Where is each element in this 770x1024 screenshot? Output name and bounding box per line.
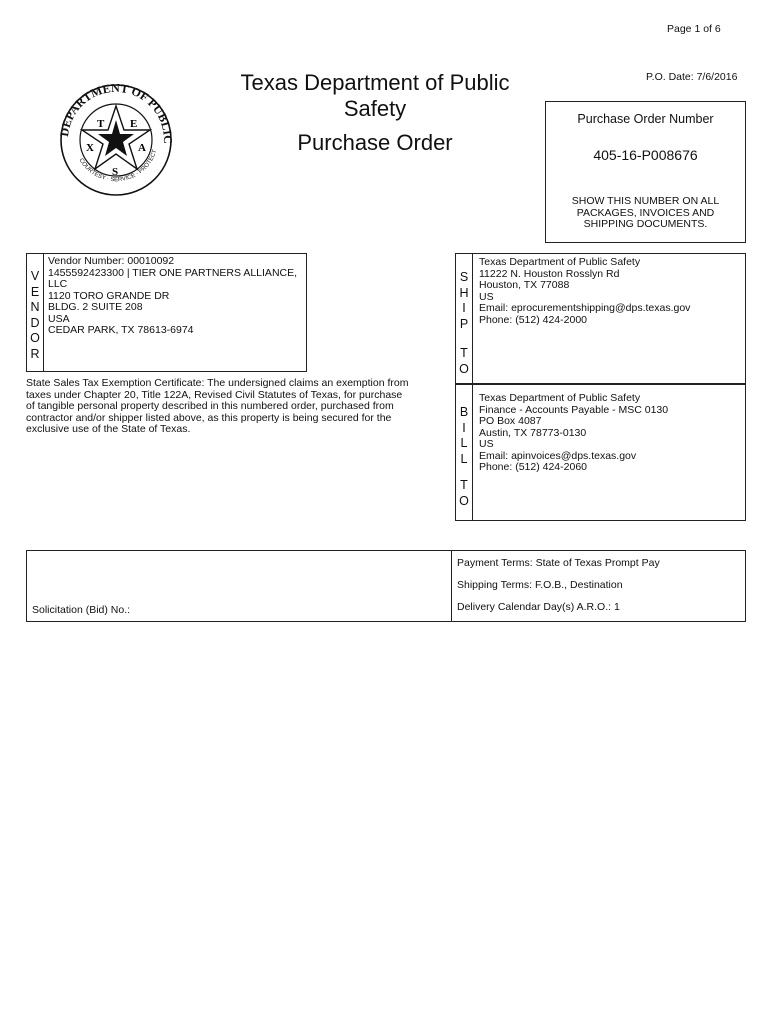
po-number-value: 405-16-P008676 [593, 147, 698, 163]
vendor-line: BLDG. 2 SUITE 208 [48, 301, 143, 313]
ship-to-line: Email: eprocurementshipping@dps.texas.gov [479, 302, 691, 314]
side-letter: O [459, 493, 469, 508]
ship-to-divider [472, 254, 473, 383]
seal-motto: COURTESY · SERVICE · PROTECT [77, 149, 159, 184]
seal-letter-a: A [138, 142, 146, 154]
side-letter: H [459, 285, 469, 300]
vendor-address [48, 256, 297, 337]
po-note-line: SHOW THIS NUMBER ON ALL [571, 195, 720, 207]
side-letter: S [459, 270, 469, 284]
side-letter: O [30, 331, 40, 345]
vendor-line: CEDAR PARK, TX 78613-6974 [48, 324, 194, 336]
ship-to-line: 11222 N. Houston Rosslyn Rd [479, 267, 620, 280]
side-letter: L [460, 436, 468, 450]
side-letter: T [460, 478, 468, 492]
page-number: Page 1 of 6 [667, 23, 721, 35]
bill-to-address [479, 393, 668, 474]
vendor-line: USA [48, 312, 70, 325]
ship-to-line: Phone: (512) 424-2000 [479, 313, 587, 326]
bill-to-line: Finance - Accounts Payable - MSC 0130 [479, 403, 669, 416]
vendor-box [26, 253, 307, 372]
ship-to-line: Texas Department of Public Safety [479, 256, 641, 268]
vendor-line: Vendor Number: 00010092 [48, 255, 175, 267]
ship-to-line: Houston, TX 77088 [479, 279, 570, 291]
bill-to-divider [472, 385, 473, 520]
ship-to-box [455, 253, 746, 384]
ship-to-line: US [479, 290, 494, 303]
side-letter: I [462, 301, 466, 315]
tax-line: contractor and/or shipper listed above, as this property is being secured for the [26, 411, 392, 424]
po-date: P.O. Date: 7/6/2016 [646, 71, 738, 83]
po-number-box [545, 101, 746, 243]
side-letter: B [459, 405, 469, 419]
tax-line: State Sales Tax Exemption Certificate: The undersigned claims an exemption from [26, 377, 409, 389]
payment-terms: Payment Terms: State of Texas Prompt Pay [457, 557, 660, 569]
terms-divider [451, 551, 452, 621]
side-letter: D [30, 315, 40, 330]
solicitation-label: Solicitation (Bid) No.: [32, 604, 131, 616]
bill-to-line: Texas Department of Public Safety [479, 392, 641, 404]
side-letter-gap [457, 467, 471, 478]
delivery-terms: Delivery Calendar Day(s) A.R.O.: 1 [457, 601, 620, 613]
vendor-line: 1455592423300 | TIER ONE PARTNERS ALLIANCE, [48, 266, 298, 279]
page-title [210, 70, 540, 156]
side-letter: N [30, 300, 40, 314]
side-letter: V [30, 269, 40, 283]
seal-letter-s: S [112, 166, 119, 178]
po-number-label: Purchase Order Number [577, 112, 714, 126]
po-number-note [546, 196, 745, 231]
bill-to-line: Austin, TX 78773-0130 [479, 426, 587, 439]
title-line-3: Purchase Order [297, 130, 453, 155]
side-letter-gap [457, 332, 471, 346]
ship-to-side-label [457, 270, 471, 377]
tax-line: exclusive use of the State of Texas. [26, 423, 191, 435]
side-letter: T [460, 346, 468, 360]
bill-to-line: Email: apinvoices@dps.texas.gov [479, 449, 637, 462]
bill-to-line: PO Box 4087 [479, 415, 542, 427]
terms-box [26, 550, 746, 622]
tax-exemption-text [26, 378, 408, 436]
ship-to-address [479, 257, 690, 326]
seal-letter-e: E [130, 118, 138, 130]
tax-line: taxes under Chapter 20, Title 122A, Revised Civil Statutes of Texas, for purchase [26, 388, 403, 401]
dps-seal [46, 80, 186, 200]
vendor-line: LLC [48, 278, 68, 290]
bill-to-side-label [457, 405, 471, 509]
vendor-divider [43, 254, 44, 371]
po-note-line: PACKAGES, INVOICES AND [576, 206, 715, 219]
bill-to-line: US [479, 438, 494, 450]
title-line-1: Texas Department of Public [240, 70, 510, 95]
side-letter: R [30, 346, 40, 361]
side-letter: P [459, 316, 469, 331]
po-note-line: SHIPPING DOCUMENTS. [583, 218, 708, 230]
shipping-terms: Shipping Terms: F.O.B., Destination [457, 579, 623, 591]
title-line-2: Safety [343, 96, 407, 121]
vendor-side-label [28, 269, 42, 362]
vendor-line: 1120 TORO GRANDE DR [48, 289, 170, 302]
side-letter: L [460, 451, 468, 466]
seal-letter-x: X [86, 142, 94, 154]
side-letter: E [30, 284, 40, 299]
bill-to-line: Phone: (512) 424-2060 [479, 461, 587, 473]
side-letter: O [459, 361, 469, 376]
dps-seal-graphic [46, 80, 186, 200]
side-letter: I [462, 420, 466, 435]
seal-letter-t1: T [97, 118, 105, 130]
bill-to-box [455, 384, 746, 521]
seal-ring-text: DEPARTMENT OF PUBLIC [57, 80, 176, 145]
tax-line: of tangible personal property described in this numbered order, purchased from [26, 400, 394, 412]
